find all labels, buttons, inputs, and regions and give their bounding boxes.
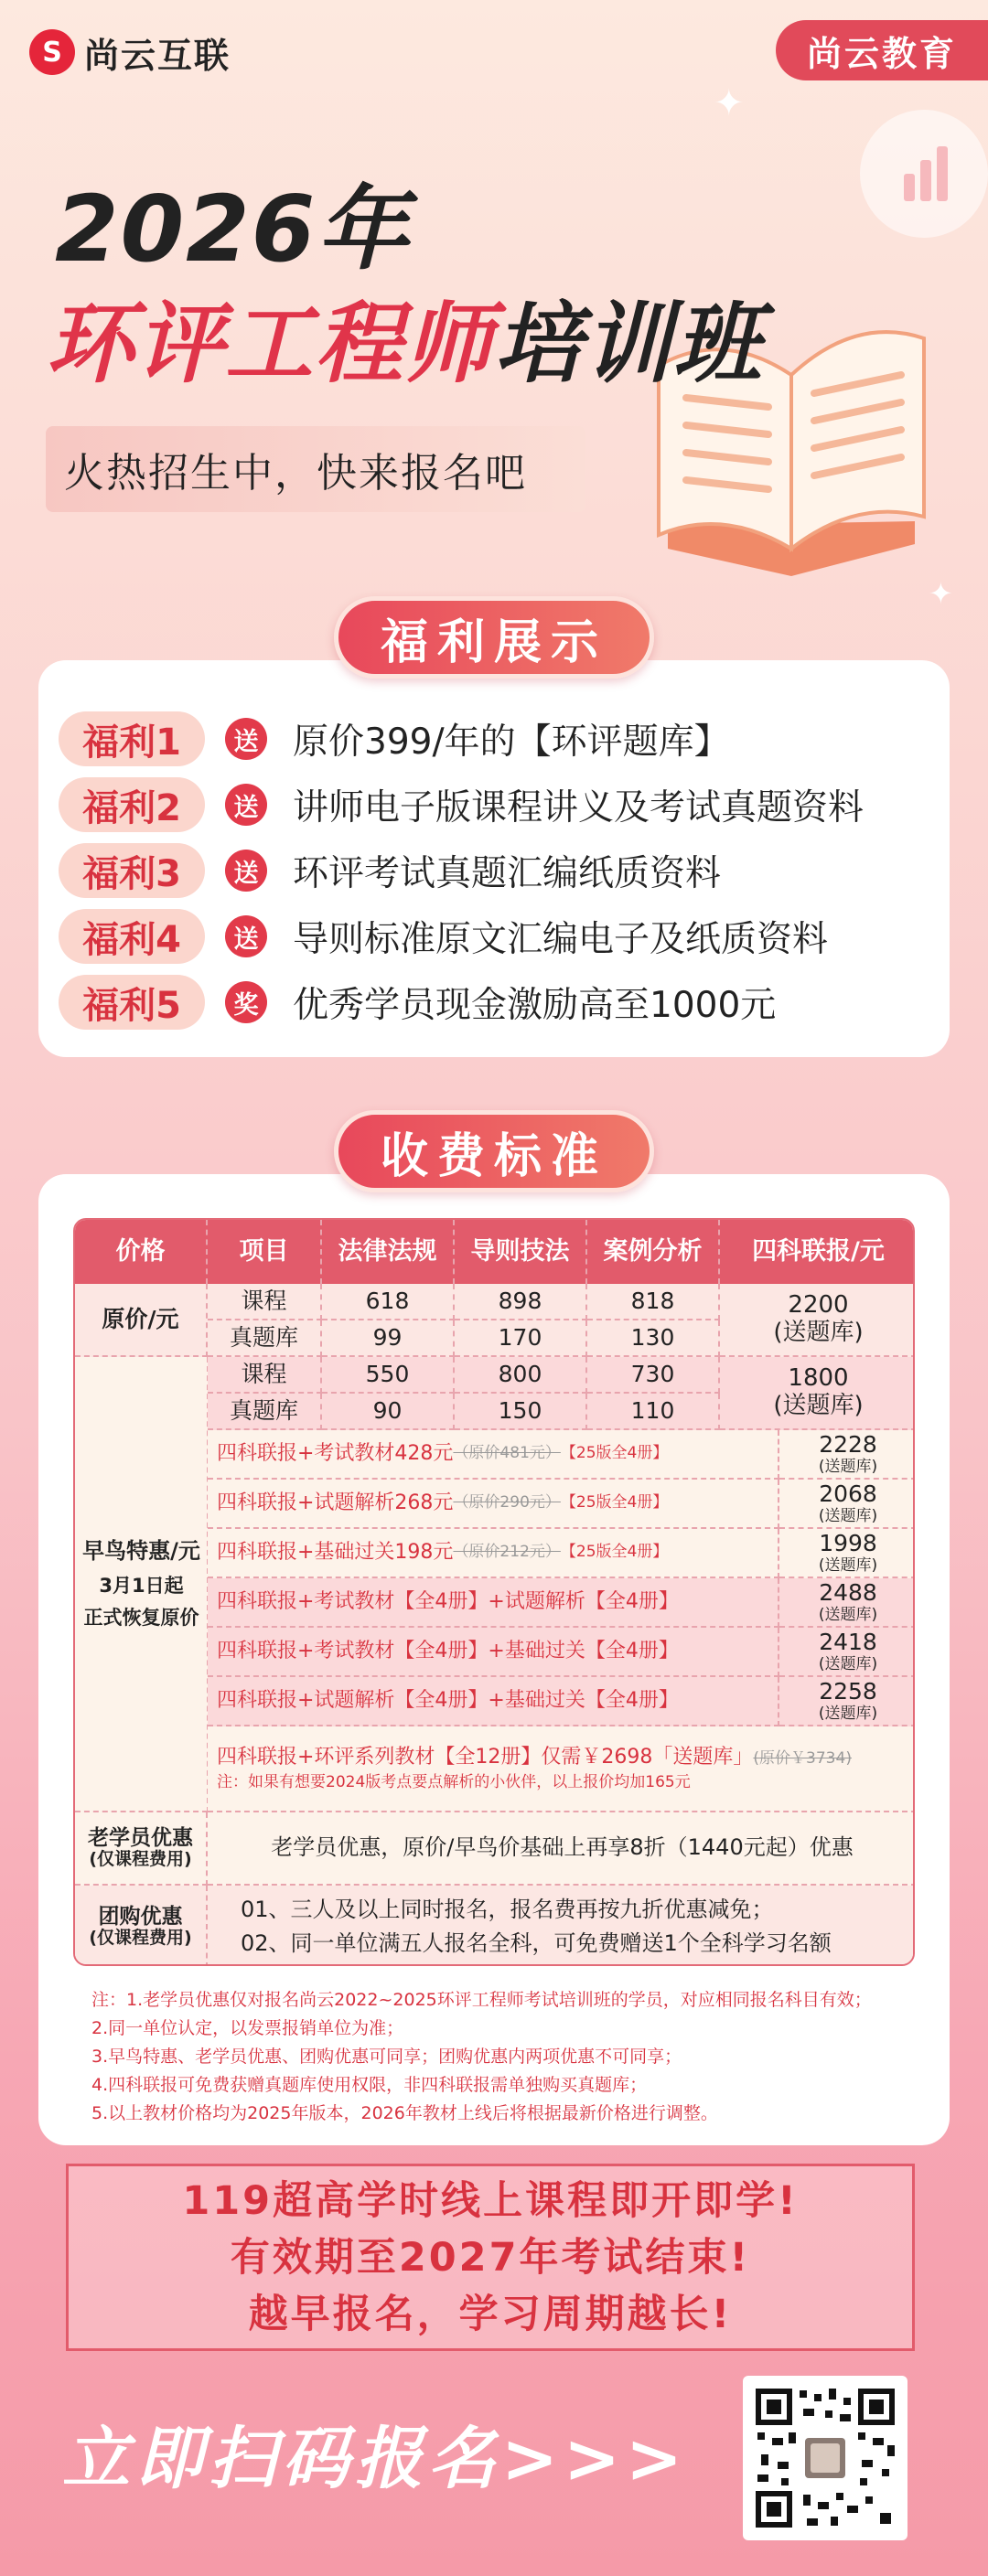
package-price: 2258 xyxy=(819,1677,877,1705)
old-student-label-cell xyxy=(75,1812,208,1886)
sparkle-icon: ✦ xyxy=(929,576,953,611)
package-row xyxy=(208,1677,779,1726)
table-header: 案例分析 xyxy=(587,1220,720,1284)
benefit-label: 福利5 xyxy=(59,975,205,1030)
gift-icon: 送 xyxy=(225,718,267,760)
package-note: (送题库) xyxy=(818,1506,878,1525)
package-text: 四科联报+基础过关198元 xyxy=(217,1541,454,1565)
fees-card xyxy=(38,1174,950,2145)
combo-price: 1800 xyxy=(788,1364,849,1393)
package-text: 四科联报+试题解析268元 xyxy=(217,1491,454,1515)
brand-badge: 尚云教育 xyxy=(776,20,988,80)
combo-price: 2200 xyxy=(788,1291,849,1320)
benefit-text: 优秀学员现金激励高至1000元 xyxy=(293,985,777,1026)
early-bird-label: 早鸟特惠/元 xyxy=(82,1537,200,1564)
package-price: 2068 xyxy=(819,1480,877,1507)
combo-note: (送题库) xyxy=(773,1319,864,1346)
benefit-label: 福利1 xyxy=(59,711,205,766)
sparkle-icon: ✦ xyxy=(714,82,745,124)
note-line: 2.同一单位认定，以发票报销单位为准； xyxy=(91,2018,404,2038)
benefit-label: 福利2 xyxy=(59,777,205,832)
early-bird-restore: 正式恢复原价 xyxy=(83,1607,199,1630)
package-price: 2488 xyxy=(819,1578,877,1606)
table-cell: 898 xyxy=(455,1284,587,1320)
original-price-label: 原价/元 xyxy=(75,1284,208,1357)
benefit-row xyxy=(59,843,721,898)
package-text: 四科联报+考试教材【全4册】+基础过关【全4册】 xyxy=(217,1640,679,1663)
benefit-text: 环评考试真题汇编纸质资料 xyxy=(293,853,722,894)
fee-notes xyxy=(91,1986,915,2128)
package-text: 四科联报+考试教材428元 xyxy=(217,1442,454,1466)
table-cell: 730 xyxy=(587,1357,720,1394)
table-cell: 真题库 xyxy=(208,1394,322,1430)
gift-icon: 送 xyxy=(225,850,267,892)
package-price-cell xyxy=(779,1480,915,1529)
promo-line: 越早报名，学习周期越长! xyxy=(248,2291,733,2337)
benefit-text: 讲师电子版课程讲义及考试真题资料 xyxy=(293,787,864,828)
package-text: 四科联报+试题解析【全4册】+基础过关【全4册】 xyxy=(217,1689,679,1713)
benefit-label: 福利3 xyxy=(59,843,205,898)
group-text-cell xyxy=(208,1886,915,1966)
combo-note: (送题库) xyxy=(773,1392,864,1419)
benefit-row xyxy=(59,909,828,964)
table-cell: 818 xyxy=(587,1284,720,1320)
package-price-cell xyxy=(779,1430,915,1480)
group-label-cell xyxy=(75,1886,208,1966)
package-edition: 【25版全4册】 xyxy=(560,1493,669,1512)
package-price-cell xyxy=(779,1529,915,1578)
benefit-text: 原价399/年的【环评题库】 xyxy=(293,721,730,763)
series-line xyxy=(217,1744,852,1772)
logo-text: 尚云互联 xyxy=(84,35,231,76)
package-row xyxy=(208,1628,779,1677)
package-edition: 【25版全4册】 xyxy=(560,1444,669,1463)
course-title xyxy=(46,274,763,400)
package-price: 2418 xyxy=(819,1628,877,1655)
package-edition: 【25版全4册】 xyxy=(560,1543,669,1562)
package-row xyxy=(208,1578,779,1628)
table-header: 项目 xyxy=(208,1220,322,1284)
table-cell: 550 xyxy=(322,1357,455,1394)
benefits-heading: 福利展示 xyxy=(334,596,654,679)
package-row xyxy=(208,1430,779,1480)
old-student-text: 老学员优惠，原价/早鸟价基础上再享8折（1440元起）优惠 xyxy=(208,1812,915,1886)
award-icon: 奖 xyxy=(225,981,267,1023)
table-cell: 课程 xyxy=(208,1357,322,1394)
group-sub: (仅课程费用) xyxy=(89,1928,192,1949)
table-header: 价格 xyxy=(75,1220,208,1284)
package-original-price: （原价290元） xyxy=(453,1493,561,1512)
table-cell: 110 xyxy=(587,1394,720,1430)
brand-logo xyxy=(29,27,231,77)
table-cell: 真题库 xyxy=(208,1320,322,1357)
combo-price-cell xyxy=(720,1284,915,1357)
table-header: 四科联报/元 xyxy=(720,1220,915,1284)
package-note: (送题库) xyxy=(818,1555,878,1575)
package-price-cell xyxy=(779,1677,915,1726)
early-bird-date: 3月1日起 xyxy=(99,1574,184,1597)
benefit-label: 福利4 xyxy=(59,909,205,964)
package-price: 2228 xyxy=(819,1430,877,1458)
package-price: 1998 xyxy=(819,1529,877,1556)
package-row xyxy=(208,1480,779,1529)
benefit-text: 导则标准原文汇编电子及纸质资料 xyxy=(293,919,829,960)
table-cell: 800 xyxy=(455,1357,587,1394)
table-cell: 课程 xyxy=(208,1284,322,1320)
fees-heading: 收费标准 xyxy=(334,1110,654,1192)
benefit-row xyxy=(59,711,730,766)
table-cell: 150 xyxy=(455,1394,587,1430)
qr-code-icon[interactable] xyxy=(743,2376,907,2540)
benefit-row xyxy=(59,777,864,832)
promo-box xyxy=(66,2164,915,2351)
group-line-2: 02、同一单位满五人报名全科，可免费赠送1个全科学习名额 xyxy=(241,1930,832,1956)
promo-line: 有效期至2027年考试结束! xyxy=(230,2234,751,2281)
course-title-suffix: 培训班 xyxy=(494,293,763,395)
chart-decoration-icon xyxy=(860,110,988,238)
group-line-1: 01、三人及以上同时报名，报名费再按九折优惠减免； xyxy=(241,1896,774,1922)
note-line: 5.以上教材价格均为2025年版本，2026年教材上线后将根据最新价格进行调整。 xyxy=(91,2103,718,2123)
combo-price-cell xyxy=(720,1357,915,1430)
note-line: 注：1.老学员优惠仅对报名尚云2022~2025环评工程师考试培训班的学员，对应相同报名科目有效； xyxy=(91,1990,872,2010)
series-text: 四科联报+环评系列教材【全12册】仅需￥2698「送题库」 xyxy=(217,1745,754,1769)
package-original-price: （原价212元） xyxy=(453,1543,561,1562)
scan-to-register-cta[interactable]: 立即扫码报名>>> xyxy=(62,2420,689,2498)
old-student-sub: (仅课程费用) xyxy=(89,1849,192,1870)
group-label: 团购优惠 xyxy=(98,1904,183,1929)
package-note: (送题库) xyxy=(818,1654,878,1673)
package-note: (送题库) xyxy=(818,1605,878,1624)
course-title-highlight: 环评工程师 xyxy=(46,293,494,395)
package-row xyxy=(208,1529,779,1578)
series-note: 注：如果有想要2024版考点要点解析的小伙伴，以上报价均加165元 xyxy=(217,1772,691,1791)
table-cell: 170 xyxy=(455,1320,587,1357)
note-line: 4.四科联报可免费获赠真题库使用权限，非四科联报需单独购买真题库； xyxy=(91,2075,648,2095)
table-header: 导则技法 xyxy=(455,1220,587,1284)
series-original-price: (原价￥3734) xyxy=(753,1748,852,1768)
year-title: 2026年 xyxy=(55,176,411,283)
table-header: 法律法规 xyxy=(322,1220,455,1284)
table-cell: 99 xyxy=(322,1320,455,1357)
note-line: 3.早鸟特惠、老学员优惠、团购优惠可同享；团购优惠内两项优惠不可同享； xyxy=(91,2047,682,2067)
fee-table xyxy=(73,1218,915,1966)
gift-icon: 送 xyxy=(225,915,267,957)
package-original-price: （原价481元） xyxy=(453,1444,561,1463)
table-cell: 90 xyxy=(322,1394,455,1430)
logo-icon: S xyxy=(29,29,75,75)
enrollment-slogan: 火热招生中，快来报名吧 xyxy=(46,426,585,512)
benefit-row xyxy=(59,975,776,1030)
table-cell: 618 xyxy=(322,1284,455,1320)
table-cell: 130 xyxy=(587,1320,720,1357)
package-text: 四科联报+考试教材【全4册】+试题解析【全4册】 xyxy=(217,1590,679,1614)
old-student-label: 老学员优惠 xyxy=(88,1825,193,1850)
promo-line: 119超高学时线上课程即开即学! xyxy=(182,2177,799,2224)
gift-icon: 送 xyxy=(225,784,267,826)
series-row xyxy=(208,1726,915,1812)
package-price-cell xyxy=(779,1628,915,1677)
package-price-cell xyxy=(779,1578,915,1628)
benefits-card xyxy=(38,660,950,1057)
early-bird-label-cell xyxy=(75,1357,208,1812)
package-note: (送题库) xyxy=(818,1704,878,1723)
package-note: (送题库) xyxy=(818,1457,878,1476)
